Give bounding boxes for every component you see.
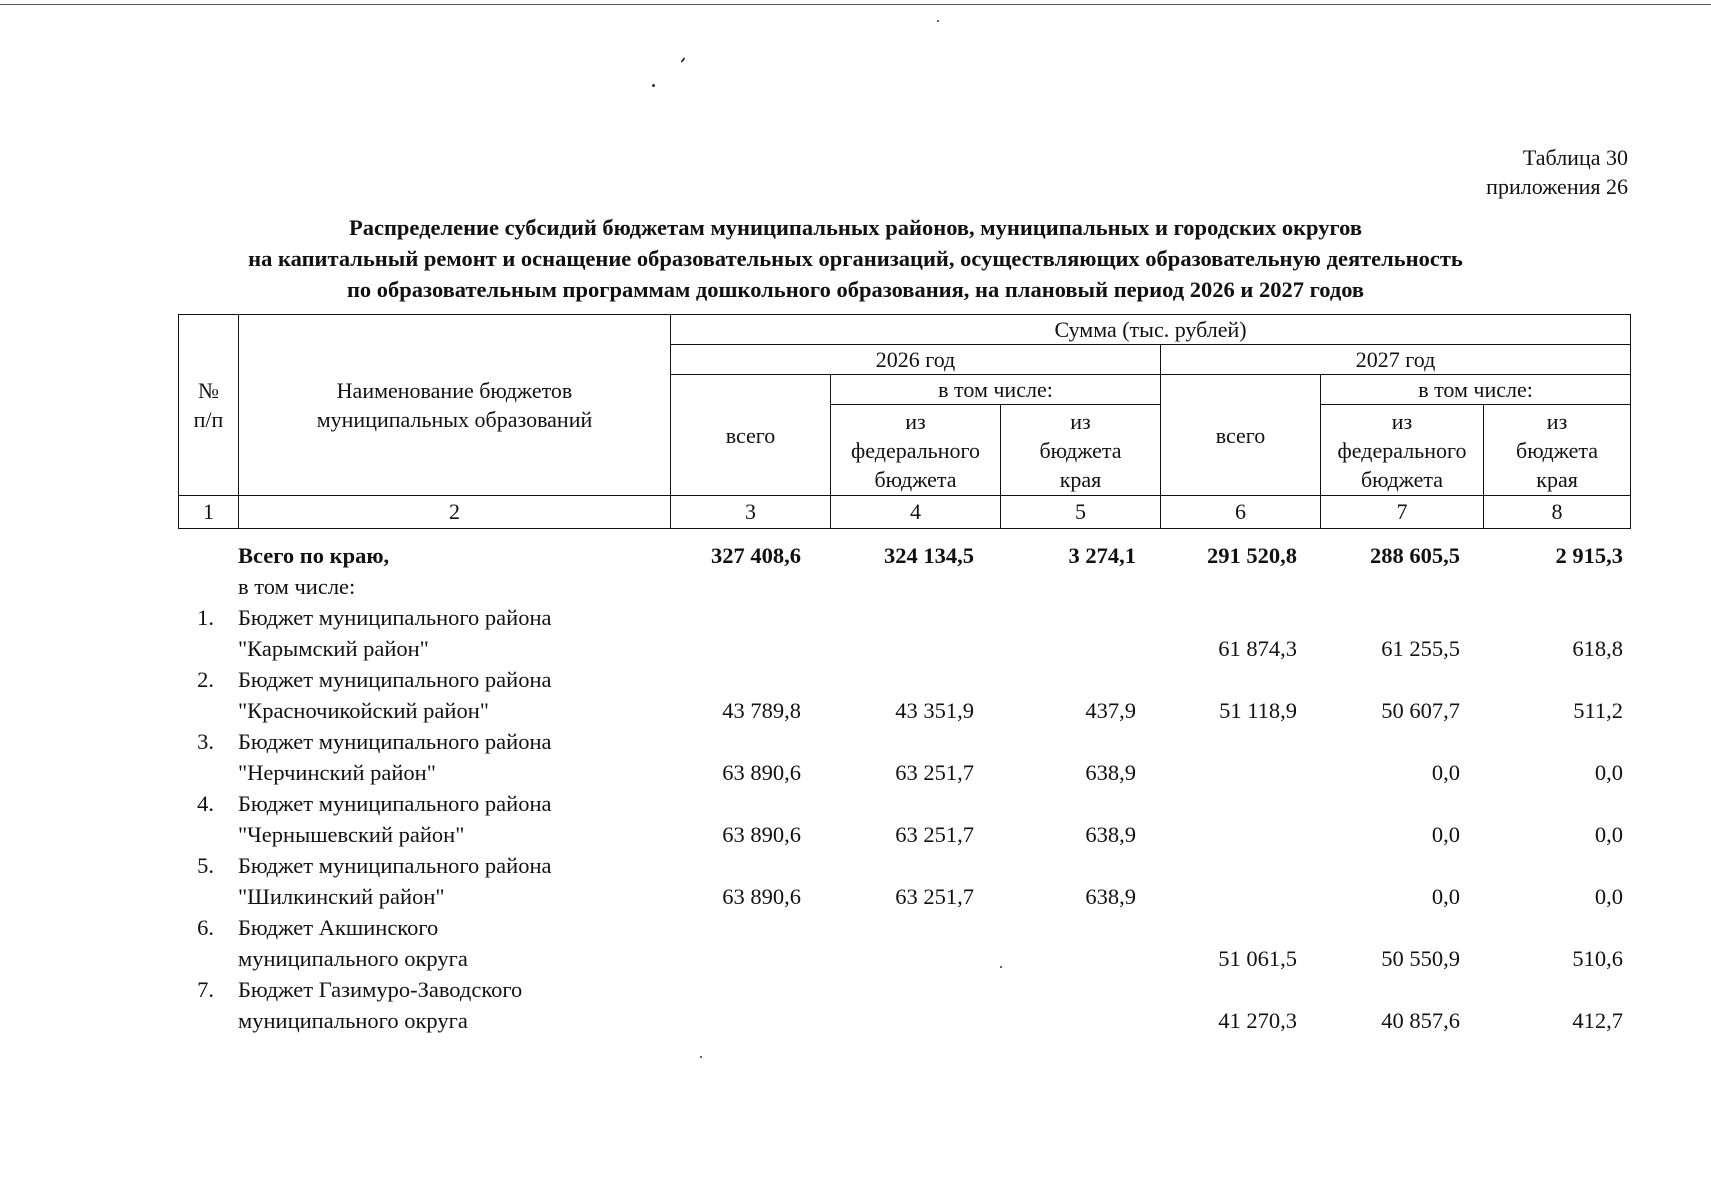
year-2027-header: 2027 год <box>1161 345 1631 375</box>
table-row <box>178 602 1630 664</box>
totals-2026-fed: 324 134,5 <box>884 543 974 568</box>
reg-2027-line-2: бюджета <box>1516 437 1599 463</box>
row-name <box>238 850 618 912</box>
totals-row <box>178 540 1630 602</box>
row-2027-total: 51 118,9 <box>1219 698 1297 723</box>
table-row <box>178 974 1630 1036</box>
totals-sublabel: в том числе: <box>238 574 356 599</box>
row-2026-fed: 63 251,7 <box>895 822 974 847</box>
fed-2026-header <box>831 405 1001 496</box>
row-2026-reg: 638,9 <box>1085 822 1136 847</box>
row-2027-total: 61 874,3 <box>1218 636 1297 661</box>
row-2026-fed: 63 251,7 <box>895 884 974 909</box>
row-name-line-1: Бюджет муниципального района <box>238 605 552 630</box>
reg-2027-line-1: из <box>1546 408 1568 434</box>
table-header <box>178 314 1631 529</box>
row-name <box>238 912 618 974</box>
row-2027-reg: 0,0 <box>1594 760 1623 785</box>
row-name-line-2: "Нерчинский район" <box>238 760 436 785</box>
incl-2026-header: в том числе: <box>831 375 1161 405</box>
document-title <box>0 212 1711 305</box>
row-2027-reg: 618,8 <box>1572 636 1623 661</box>
scan-speck <box>652 84 655 87</box>
row-name-line-1: Бюджет муниципального района <box>238 667 552 692</box>
reg-2026-line-2: бюджета <box>1039 437 1122 463</box>
row-2027-fed: 61 255,5 <box>1381 636 1460 661</box>
sum-header: Сумма (тыс. рублей) <box>671 315 1631 345</box>
reg-2026-line-1: из <box>1070 408 1091 434</box>
row-2026-reg: 638,9 <box>1085 884 1136 909</box>
row-2027-reg: 0,0 <box>1594 822 1623 847</box>
table-row <box>178 912 1630 974</box>
fed-2026-line-2: федерального <box>851 437 980 463</box>
title-line-1: Распределение субсидий бюджетам муниципальных районов, муниципальных и городских округов <box>348 215 1363 240</box>
table-row <box>178 850 1630 912</box>
row-2026-total: 43 789,8 <box>722 698 801 723</box>
row-name-line-2: "Шилкинский район" <box>238 884 445 909</box>
reg-2027-line-3: края <box>1536 466 1578 492</box>
scan-speck <box>680 57 685 63</box>
scan-speck <box>700 1056 702 1058</box>
col-number-4: 4 <box>831 496 1001 529</box>
year-2026-header: 2026 год <box>671 345 1161 375</box>
row-2027-reg: 510,6 <box>1572 946 1623 971</box>
table-number: Таблица 30 <box>1522 145 1628 170</box>
col-number-5: 5 <box>1001 496 1161 529</box>
row-name-line-2: "Карымский район" <box>238 636 429 661</box>
row-2026-total: 63 890,6 <box>722 884 801 909</box>
row-name <box>238 664 618 726</box>
row-name-line-1: Бюджет муниципального района <box>238 853 552 878</box>
row-number: 6. <box>197 915 214 940</box>
col-num-line-1: № <box>198 378 219 403</box>
fed-2026-line-1: из <box>905 408 926 434</box>
row-number: 7. <box>197 977 214 1002</box>
row-2027-total: 41 270,3 <box>1218 1008 1297 1033</box>
row-2026-total: 63 890,6 <box>722 822 801 847</box>
col-num-line-2: п/п <box>193 407 224 432</box>
row-2026-fed: 63 251,7 <box>895 760 974 785</box>
row-2027-fed: 0,0 <box>1431 822 1460 847</box>
scan-speck <box>1000 966 1002 968</box>
col-number-1: 1 <box>179 496 239 529</box>
scan-speck <box>937 20 939 22</box>
fed-2027-header <box>1321 405 1484 496</box>
fed-2027-line-2: федерального <box>1337 437 1467 463</box>
col-num-header <box>179 315 239 496</box>
fed-2027-line-1: из <box>1391 408 1413 434</box>
column-number-row <box>179 496 1631 529</box>
total-2027-header: всего <box>1161 375 1321 496</box>
fed-2027-line-3: бюджета <box>1360 466 1444 492</box>
reg-2026-header <box>1001 405 1161 496</box>
row-number: 5. <box>197 853 214 878</box>
row-name-line-1: Бюджет Акшинского <box>238 915 439 940</box>
totals-label-cell <box>238 540 618 602</box>
row-2027-fed: 50 607,7 <box>1381 698 1460 723</box>
row-2026-reg: 638,9 <box>1085 760 1136 785</box>
col-number-6: 6 <box>1161 496 1321 529</box>
row-name-line-1: Бюджет муниципального района <box>238 791 552 816</box>
row-2027-fed: 0,0 <box>1431 760 1460 785</box>
col-name-header <box>239 315 671 496</box>
row-2027-reg: 511,2 <box>1573 698 1623 723</box>
total-2026-header: всего <box>671 375 831 496</box>
row-name-line-1: Бюджет муниципального района <box>238 729 552 754</box>
fed-2026-line-3: бюджета <box>874 466 957 492</box>
row-name-line-2: муниципального округа <box>238 1008 468 1033</box>
table-row <box>178 726 1630 788</box>
row-name-line-1: Бюджет Газимуро-Заводского <box>238 977 523 1002</box>
table-row <box>178 664 1630 726</box>
row-2027-total: 51 061,5 <box>1218 946 1297 971</box>
reg-2027-header <box>1484 405 1631 496</box>
appendix-number: приложения 26 <box>1486 174 1628 199</box>
col-number-3: 3 <box>671 496 831 529</box>
row-name <box>238 726 618 788</box>
totals-label: Всего по краю, <box>238 543 390 568</box>
row-2027-fed: 50 550,9 <box>1381 946 1460 971</box>
row-number: 1. <box>197 605 214 630</box>
row-number: 3. <box>197 729 214 754</box>
totals-2027-fed: 288 605,5 <box>1370 543 1460 568</box>
title-line-2: на капитальный ремонт и оснащение образовательных организаций, осуществляющих образовательную деятельность <box>248 246 1463 271</box>
reg-2026-line-3: края <box>1059 466 1102 492</box>
scan-edge-line <box>0 4 1711 5</box>
incl-2027-header: в том числе: <box>1321 375 1631 405</box>
title-line-3: по образовательным программам дошкольного образования, на плановый период 2026 и 2027 годов <box>346 277 1365 302</box>
col-number-2: 2 <box>239 496 671 529</box>
table-reference <box>1486 143 1628 201</box>
row-number: 2. <box>197 667 214 692</box>
row-2026-fed: 43 351,9 <box>895 698 974 723</box>
row-name-line-2: "Чернышевский район" <box>238 822 465 847</box>
totals-2026-reg: 3 274,1 <box>1068 543 1136 568</box>
totals-2027-total: 291 520,8 <box>1207 543 1297 568</box>
col-name-line-2: муниципальных образований <box>316 407 593 432</box>
row-2027-reg: 0,0 <box>1594 884 1623 909</box>
col-number-7: 7 <box>1321 496 1484 529</box>
row-number: 4. <box>197 791 214 816</box>
col-name-line-1: Наименование бюджетов <box>336 378 573 403</box>
row-2026-reg: 437,9 <box>1085 698 1136 723</box>
table-row <box>178 788 1630 850</box>
row-name <box>238 788 618 850</box>
col-number-8: 8 <box>1484 496 1631 529</box>
row-name-line-2: "Красночикойский район" <box>238 698 489 723</box>
row-name <box>238 974 618 1036</box>
row-2027-fed: 40 857,6 <box>1381 1008 1460 1033</box>
row-2027-reg: 412,7 <box>1572 1008 1623 1033</box>
totals-2027-reg: 2 915,3 <box>1555 543 1623 568</box>
row-name-line-2: муниципального округа <box>238 946 468 971</box>
row-2027-fed: 0,0 <box>1431 884 1460 909</box>
row-2026-total: 63 890,6 <box>722 760 801 785</box>
row-name <box>238 602 618 664</box>
totals-2026-total: 327 408,6 <box>711 543 801 568</box>
